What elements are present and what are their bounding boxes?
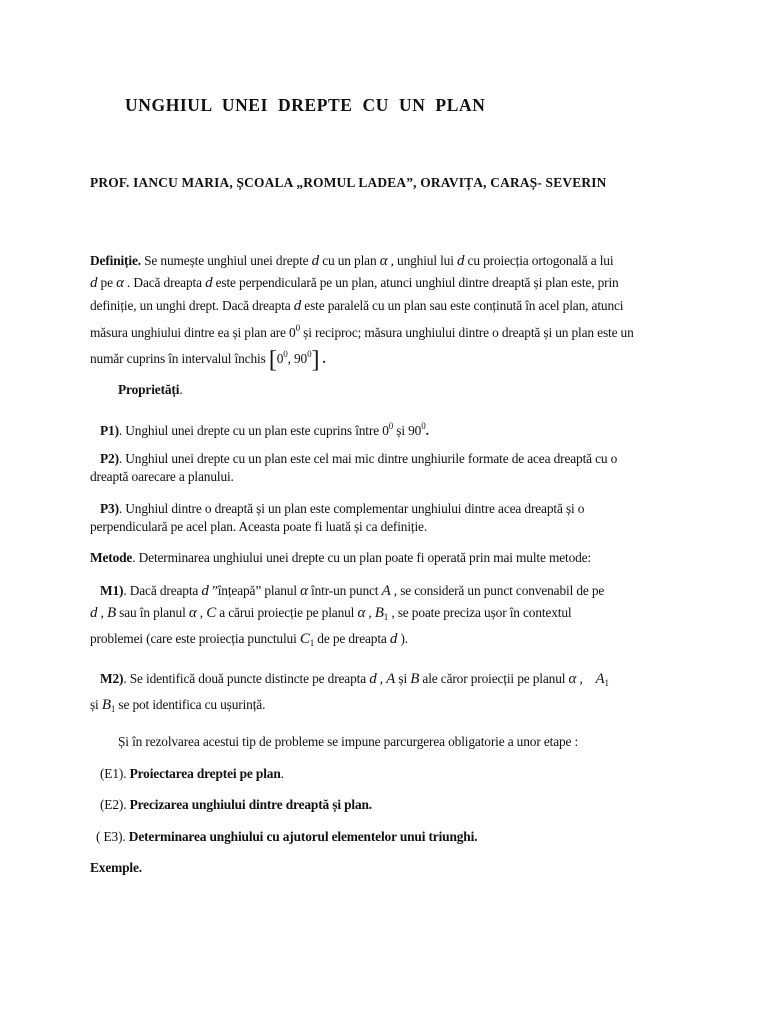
- stage-e1: (E1). Proiectarea dreptei pe plan.: [100, 766, 284, 781]
- property-p3-line-1: P3). Unghiul dintre o dreaptă și un plan este complementar unghiului dintre acea dreaptă și o: [100, 501, 585, 516]
- methods-line: Metode. Determinarea unghiului unei drepte cu un plan poate fi operată prin mai multe metode:: [90, 550, 592, 565]
- method-m1-line-2: d , B sau în planul α , C a cărui proiecție pe planul α , $B_1$ , se poate preciza ușor în contextul: [90, 605, 572, 622]
- property-p3-line-2: perpendiculară pe acel plan. Aceasta poate fi luată și ca definiție.: [90, 519, 428, 534]
- definition-line-2: d pe α . Dacă dreapta d este perpendiculară pe un plan, atunci unghiul dintre dreaptă și plan este, prin: [90, 275, 619, 291]
- property-p2-line-1: P2). Unghiul unei drepte cu un plan este cel mai mic dintre unghiurile formate de acea dreaptă cu o: [100, 451, 618, 466]
- properties-heading: Proprietăți.: [118, 382, 183, 397]
- examples-heading: Exemple.: [90, 860, 142, 875]
- definition-line-5: număr cuprins în intervalul închis [$0^0$, $90^0$] .: [90, 347, 326, 373]
- method-m2-line-1: M2). Se identifică două puncte distincte pe dreapta d , A și B ale căror proiecții pe planul α , $A_1$: [100, 671, 609, 688]
- definition-line-4: măsura unghiului dintre ea și plan are $0^0$ și reciproc; măsura unghiului dintre o dreaptă și un plan este un: [90, 323, 634, 340]
- definition-line-3: definiție, un unghi drept. Dacă dreapta d este paralelă cu un plan sau este conținută în acel plan, atunci: [90, 298, 624, 314]
- method-m1-line-3: problemei (care este proiecția punctului $C_1$ de pe dreapta d ).: [90, 631, 408, 648]
- author-line: PROF. IANCU MARIA, ȘCOALA „ROMUL LADEA”, ORAVIȚA, CARAȘ- SEVERIN: [90, 175, 607, 190]
- definition-line-1: Definiție. Se numește unghiul unei drepte d cu un plan α , unghiul lui d cu proiecția ortogonală a lui: [90, 253, 614, 269]
- stage-e3: ( E3). Determinarea unghiului cu ajutorul elementelor unui triunghi.: [96, 829, 478, 844]
- method-m2-line-2: și $B_1$ se pot identifica cu ușurință.: [90, 697, 266, 714]
- property-p1: P1). Unghiul unei drepte cu un plan este cuprins între $0^0$ și $90^0$.: [100, 421, 429, 438]
- method-m1-line-1: M1). Dacă dreapta d ”înțeapă” planul α într-un punct A , se consideră un punct convenabil de pe: [100, 583, 605, 599]
- stage-e2: (E2). Precizarea unghiului dintre dreaptă și plan.: [100, 797, 372, 812]
- page-title: UNGHIUL UNEI DREPTE CU UN PLAN: [125, 95, 486, 115]
- stages-intro: Și în rezolvarea acestui tip de probleme se impune parcurgerea obligatorie a unor etape :: [118, 734, 579, 749]
- definition-label: Definiție.: [90, 253, 141, 268]
- property-p2-line-2: dreaptă oarecare a planului.: [90, 469, 234, 484]
